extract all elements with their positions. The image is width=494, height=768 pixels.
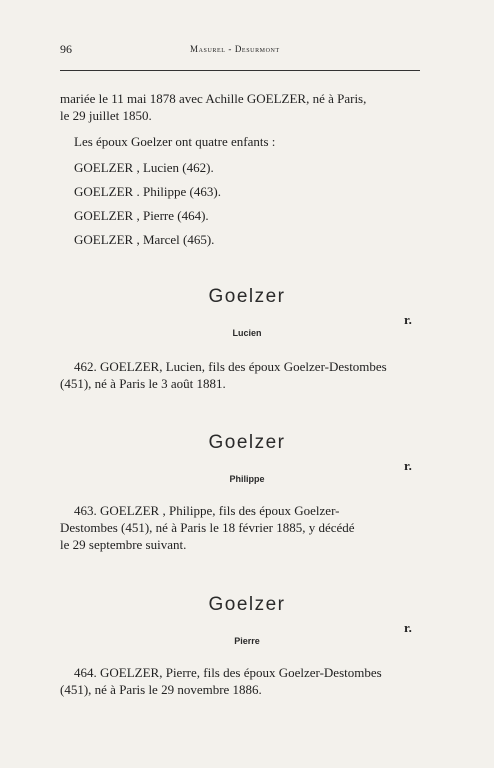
child-item: GOELZER , Marcel (465). bbox=[74, 232, 215, 247]
section-given-name: Philippe bbox=[229, 474, 265, 484]
child-item: GOELZER , Lucien (462). bbox=[74, 160, 214, 175]
section-entry bbox=[60, 358, 418, 392]
section-mark: r. bbox=[404, 312, 412, 327]
entry-line: 462. GOELZER, Lucien, fils des époux Goelzer-Destombes bbox=[74, 359, 387, 374]
section-given-name: Pierre bbox=[234, 636, 260, 646]
entry-line: 463. GOELZER , Philippe, fils des époux Goelzer- bbox=[74, 503, 340, 518]
section-mark: r. bbox=[404, 458, 412, 473]
section-surname: Goelzer bbox=[208, 594, 286, 615]
entry-line: Destombes (451), né à Paris le 18 février 1885, y décédé bbox=[60, 520, 355, 535]
entry-line: (451), né à Paris le 29 novembre 1886. bbox=[60, 682, 262, 697]
section-entry bbox=[60, 502, 418, 553]
header-rule bbox=[60, 70, 420, 71]
entry-line: (451), né à Paris le 3 août 1881. bbox=[60, 376, 226, 391]
page-number: 96 bbox=[60, 42, 72, 56]
running-title: Masurel - Desurmont bbox=[190, 44, 280, 54]
intro-line: le 29 juillet 1850. bbox=[60, 108, 152, 123]
child-item: GOELZER . Philippe (463). bbox=[74, 184, 221, 199]
section-mark: r. bbox=[404, 620, 412, 635]
children-heading: Les époux Goelzer ont quatre enfants : bbox=[74, 134, 276, 149]
section-surname: Goelzer bbox=[208, 286, 286, 307]
section-given-name: Lucien bbox=[232, 328, 262, 338]
child-item: GOELZER , Pierre (464). bbox=[74, 208, 209, 223]
intro-line: mariée le 11 mai 1878 avec Achille GOELZER, né à Paris, bbox=[60, 91, 367, 106]
entry-line: 464. GOELZER, Pierre, fils des époux Goelzer-Destombes bbox=[74, 665, 382, 680]
section-surname: Goelzer bbox=[208, 432, 286, 453]
intro-paragraph bbox=[60, 90, 420, 124]
entry-line: le 29 septembre suivant. bbox=[60, 537, 187, 552]
section-entry bbox=[60, 664, 418, 698]
